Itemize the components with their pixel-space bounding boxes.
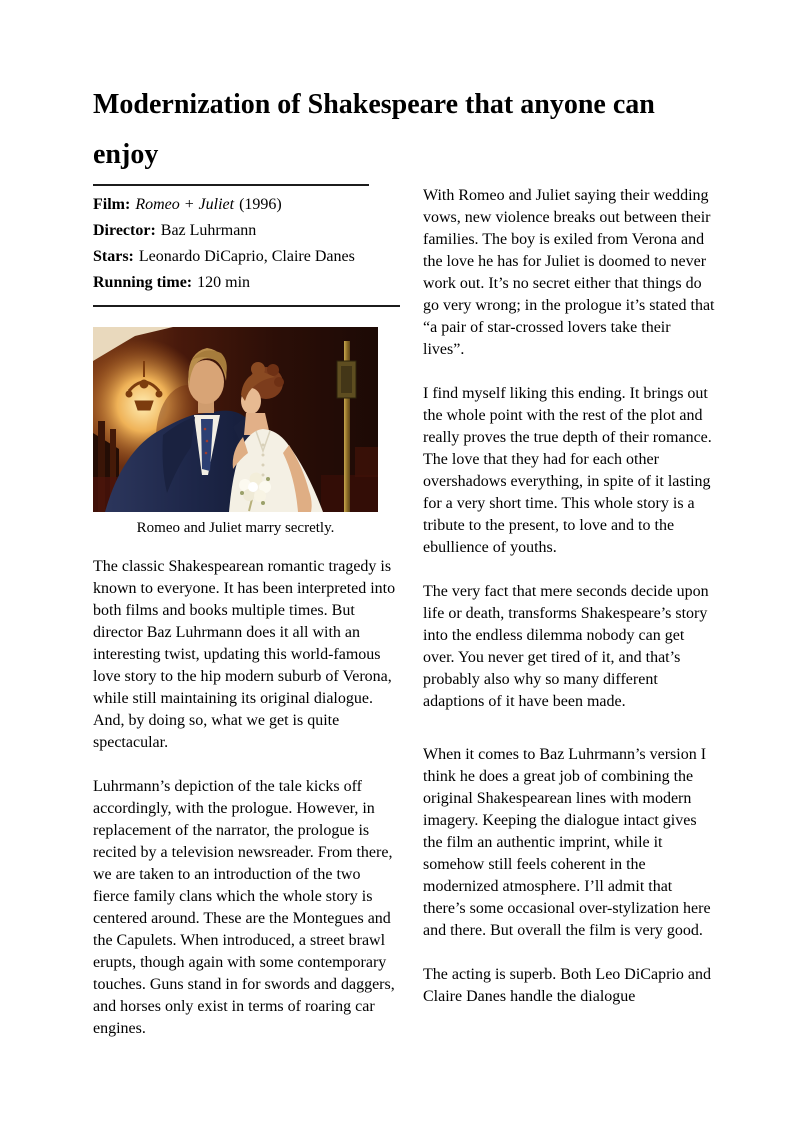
wedding-photo-image	[93, 327, 378, 512]
film-year: (1996)	[239, 196, 282, 213]
stars-label: Stars:	[93, 248, 134, 265]
stars-names: Leonardo DiCaprio, Claire Danes	[138, 248, 355, 265]
stars-info-line	[93, 244, 400, 270]
film-title: Romeo + Juliet	[135, 196, 235, 213]
divider	[93, 305, 400, 307]
body-paragraph: The very fact that mere seconds decide upon life or death, transforms Shakespeare’s story into the endless dilemma nobody can get over. You never get tired of it, and that’s probably also why so many different adaptions of it have been made.	[423, 583, 709, 710]
running-time-info-line	[93, 270, 400, 296]
director-name: Baz Luhrmann	[160, 222, 257, 239]
photo-caption: Romeo and Juliet marry secretly.	[136, 520, 335, 536]
film-infobox	[93, 184, 400, 307]
body-paragraph: When it comes to Baz Luhrmann’s version I think he does a great job of combining the original Shakespearean lines with modern imagery. Keeping the dialogue intact gives the film an authentic imprint, while it somehow still feels coherent in the modernized atmosphere. I’ll admit that there’s some occasional over-stylization here and there. But overall the film is very good.	[423, 746, 711, 939]
page-title: Modernization of Shakespeare that anyone can enjoy	[93, 89, 655, 170]
film-info-line	[93, 192, 400, 218]
body-paragraph: Luhrmann’s depiction of the tale kicks off accordingly, with the prologue. However, in replacement of the narrator, the prologue is recited by a television newsreader. From there, we are taken to an introduction of the two fierce family clans which the whole story is centered around. These are the Montegues and the Capulets. When introduced, a street brawl erupts, though again with some contemporary touches. Guns stand in for swords and daggers, and horses only exist in terms of roaring car engines.	[93, 778, 395, 1037]
right-column	[423, 184, 715, 1030]
body-paragraph: With Romeo and Juliet saying their wedding vows, new violence breaks out between their families. The boy is exiled from Verona and the love he has for Juliet is doomed to never work out. It’s no secret either that things do go very wrong; in the prologue it’s stated that “a pair of star-crossed lovers take their lives”.	[423, 187, 715, 358]
running-time-value: 120 min	[197, 274, 251, 291]
director-label: Director:	[93, 222, 156, 239]
left-column	[93, 184, 400, 1062]
body-paragraph: I find myself liking this ending. It brings out the whole point with the rest of the plot and really proves the true depth of their romance. The love that they had for each other overshadows everything, in spite of it lasting for a very short time. This whole story is a tribute to the present, to love and to the ebullience of youths.	[423, 385, 712, 556]
film-photo-figure	[93, 327, 378, 537]
film-label: Film:	[93, 196, 131, 213]
director-info-line	[93, 218, 400, 244]
film-info-lines	[93, 186, 400, 305]
body-paragraph: The classic Shakespearean romantic tragedy is known to everyone. It has been interpreted into both films and books multiple times. But director Baz Luhrmann does it all with an interesting twist, updating this world-famous love story to the hip modern suburb of Verona, while still maintaining its original dialogue. And, by doing so, what we get is quite spectacular.	[93, 558, 396, 751]
running-time-label: Running time:	[93, 274, 193, 291]
two-column-layout	[93, 184, 715, 1062]
body-paragraph: The acting is superb. Both Leo DiCaprio and Claire Danes handle the dialogue	[423, 966, 711, 1005]
